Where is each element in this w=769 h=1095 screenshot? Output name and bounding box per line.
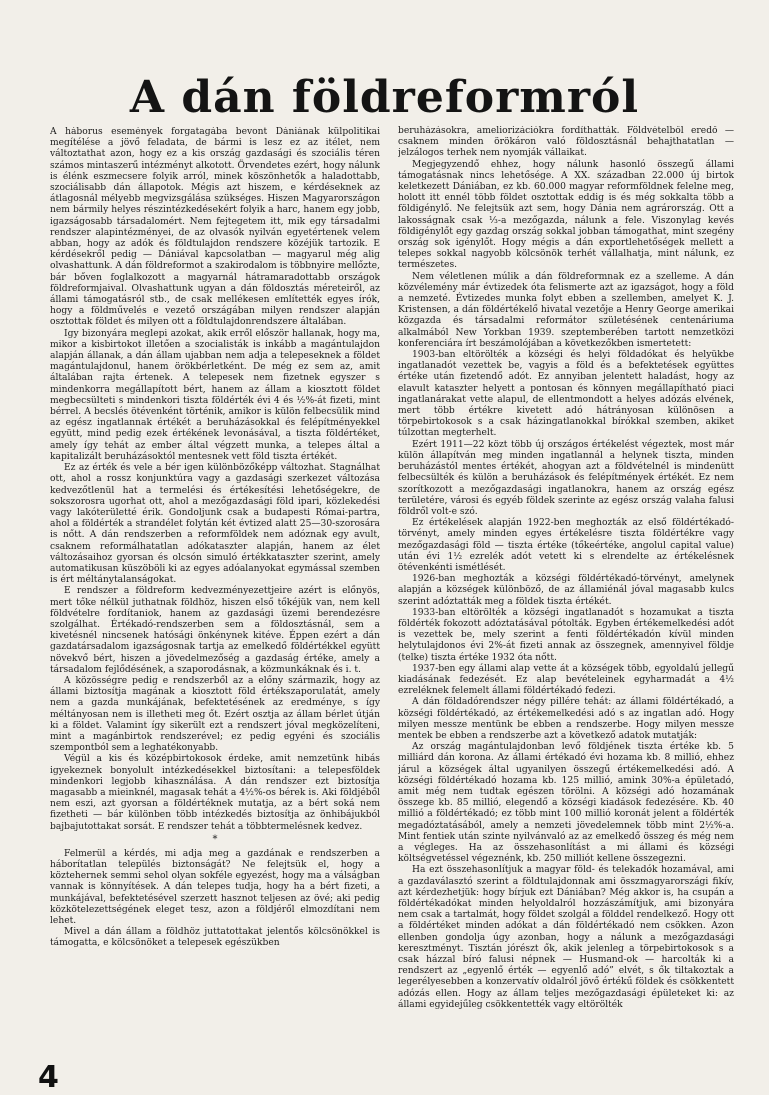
page-number: 4 <box>38 1060 59 1095</box>
paragraph: Végül a kis és középbirtokosok érdeke, amit nemzetünk hibás igyekeznek bonyolult intézkedésekkel biztosítani: a telepesföldek mindenkori legjobb kihasználása. A dán rendszer ezt biztosítja magasabb a mieinknél, magasak tehát a 4½%-os bérek is. Aki földjéből nem eszi, azt gyorsan a földértéknek mutatja, az a bért soká nem fizetheti — bár különben több intézkedés biztosítja az önhibájukból bajbajutottakat sorsát. E rendszer tehát a többtermelésnek kedvez. <box>50 754 380 832</box>
article-title: A dán földreformról <box>129 72 640 123</box>
paragraph: Megjegyzendő ehhez, hogy nálunk hasonló összegű állami támogatásnak nincs lehetősége. A XX. században 22.000 új birtok keletkezett Dániában, ez kb. 60.000 magyar reformföldnek felelne meg, holott itt ennél több földet osztottak eddig is és még sokkalta több a földigénylő. Ne felejtsük azt sem, hogy Dánia nem agrárország. Ott a lakosságnak csak ⅓-a mezőgazda, nálunk a fele. Viszonylag kevés földigénylőt egy gazdag ország sokkal jobban támogathat, mint szegény ország sok igénylőt. Hogy mégis a dán exportlehetőségek mellett a telepes sokkal nagyobb kölcsönök terhét vállalhatja, mint nálunk, ez természetes. <box>398 159 734 271</box>
paragraph: E rendszer a földreform kedvezményezettjeire azért is előnyös, mert tőke nélkül juthatnak földhöz, hiszen első tőkéjük van, nem kell földvételre fordítaniok, hanem az gazdasági üzemi berendezésre szolgálhat. Értékadó-rendszerben sem a földosztásnál, sem a kivetésnél nincsenek hatósági önkénynek kitéve. Éppen ezért a dán gazdatársadalom igazságosnak tartja az emelkedő földértékkel együtt növekvő bért, hiszen a jövedelmezőség a gazdaság értéke, amely a társadalom fejlődésének, a szaporodásnak, a közmunkáknak és i. t. <box>50 586 380 675</box>
paragraph: beruházásokra, ameliorizációkra fordíthatták. Földvételből eredő — csaknem minden örökáron való földosztásnál behajthatatlan — jelzálogos terhek nem nyomják vállaikat. <box>398 126 734 159</box>
paragraph: A közösségre pedig e rendszerből az a előny származik, hogy az állami biztosítja magának a kiosztott föld értékszaporulatát, amely nem a gazda munkájának, befektetésének az eredménye, s így méltányosan nem is illetheti meg őt. Ezért osztja az állam bérlet útján ki a földet. Valamint így sikerült ezt a rendszert jóval megközelíteni, mint a magánbirtok rendszerével; ez pedig egyéni és szociális szempontból sem a leghatékonyabb. <box>50 675 380 754</box>
paragraph: Felmerül a kérdés, mi adja meg a gazdának e rendszerben a háborítatlan település biztonságát? Ne felejtsük el, hogy a köztehernek semmi sehol olyan sokféle egyezést, hogy ma a válságban vannak is könnyítések. A dán telepes tudja, hogy ha a bért fizeti, a munkájával, befektetésével szerzett hasznot teljesen az övé; aki pedig közkötelezettségének eleget tesz, azon a földjéről elmozdítani nem lehet. <box>50 848 380 927</box>
paragraph: Ez értékelések alapján 1922-ben meghozták az első földértékadó-törvényt, amely minden egyes értékelésre tiszta földértékre vagy mezőgazdasági föld — tiszta értéke (tőkeértéke, angolul capital value) után évi 1½ ezrelék adót vetett ki s elrendelte az értékelésnek ötévenkénti ismétlését. <box>398 518 734 573</box>
right-column <box>398 126 734 1086</box>
paragraph: Igy bizonyára meglepi azokat, akik erről először hallanak, hogy ma, mikor a kisbirtokot illetően a szocialisták is inkább a magántulajdon alapján állanak, a dán állam ujabban nem adja a telepeseknek a földet magántulajdonul, hanem örökbérletként. De még ez sem az, amit általában rajta értenek. A telepesek nem fizetnek egyszer s mindenkorra megállapított bért, hanem az állam a kiosztott földet megbecsülteti s mindenkori tiszta földérték évi 4 és ½%-át fizeti, mint bérrel. A becslés ötévenként történik, amikor is külön felbecsülik mind az egész ingatlannak értékét a beruházásokkal és felépítményekkel együtt, mind pedig ezek értékének levonásával, a tiszta földértéket, amely így tehát az ember által végzett munka, a telepes által a kapitalizált beruházásoktól mentesnek vett föld tiszta értékét. <box>50 328 380 462</box>
paragraph: Nem véletlenen múlik a dán földreformnak ez a szelleme. A dán közvélemény már évtizedek óta felismerte azt az igazságot, hogy a föld a nemzeté. Évtizedes munka folyt ebben a szellemben, amelyet K. J. Kristensen, a dán földértékelő hivatal vezetője a Henry George amerikai közgazda és társadalmi reformátor születésének centenáriuma alkalmából New Yorkban 1939. szeptemberében tartott nemzetközi konferenciára írt beszámolójában a következőkben ismertetett: <box>398 271 734 349</box>
paragraph: A dán földadórendszer négy pillére tehát: az állami földértékadó, a községi földértékadó, az értékemelkedési adó s az ingatlan adó. Hogy milyen messze mentünk be ebben a rendszerbe. Hogy milyen messze mentek be ebben a rendszerbe azt a következő adatok mutatják: <box>398 697 734 741</box>
paragraph: 1903-ban eltörölték a községi és helyi földadókat és helyükbe ingatlanadót vezettek be, vagyis a föld és a befektetések együttes értéke után fizetendő adót. Ez annyiban jelentett haladást, hogy az elavult kataszter helyett a pontosan és könnyen megállapítható piaci ingatlanárakat vette alapul, de ellentmondott a helyes adózás elvének, mert több értékre kivetett adó hátrányosan különösen a törpebirtokosok s a csak házingatlanokkal bírókkal szemben, akiket túlzottan megterhelt. <box>398 350 734 439</box>
section-separator: * <box>212 833 218 845</box>
paragraph: A háborus események forgatagába bevont Dániának külpolitikai megítélése a jövő feladata, de bármi is lesz ez az itélet, nem változtathat azon, hogy ez a kis ország gazdasági és szociális téren számos mintaszerű intézményt alkotott. Örvendetes ezért, hogy nálunk is élénk eszmecsere folyik arról, minek köszönhetők a haladottabb, szociálisabb dán állapotok. Mégis azt hiszem, e kérdéseknek az átlagosnál mélyebb megvizsgálása szükséges. Hiszen Magyarországon nem bármily helyes részintézkedésekért folyik a harc, hanem egy jobb, igazságosabb társadalomért. Nem fejtegetem itt, mik egy társadalmi rendszer alapintézményei, de az olvasók nyilván egyetértenek velem abban, hogy az adók és földtulajdon rendszere közéjük tartozik. E kérdésekről pedig — Dániával kapcsolatban — magyarul még alig olvashattunk. A dán földreformot a szakirodalom is többnyire mellőzte, bár bőven foglalkozott a magyarnál hátramaradottabb országok földreformjaival. Olvashattunk ugyan a dán földosztás méreteiről, az állami támogatásról stb., de csak mellékesen említették egyes írók, hogy a földművelés e vezető országában milyen rendszer alapján osztottak földet és milyen ott a földtulajdonrendszere általában. <box>50 127 380 328</box>
paragraph: Az ország magántulajdonban levő földjének tiszta értéke kb. 5 milliárd dán korona. Az állami értékadó évi hozama kb. 8 millió, ehhez járul a községek által ugyanilyen összegű értékemelkedési adó. A községi földértékadó hozama kb. 125 millió, amink 30%-a épületadó, amit még nem tudtak egészen törölni. A községi adó hozamának összege kb. 85 millió, elegendő a községi kiadások fedezésére. Kb. 40 millió a földértékadó; ez több mint 100 millió koronát jelent a földérték megadóztatásából, amely a nemzeti jövedelemnek több mint 2½%-a. Mint fentiek után szinte nyilvánvaló az az emelkedő összeg és még nem a végleges. Ha az összehasonlítást a mi állami és községi költségvetéssel végeznénk, kb. 250 milliót kellene összegezni. <box>398 742 734 865</box>
paragraph: 1937-ben egy állami alap vette át a községek több, egyoldalú jellegű kiadásának fedezését. Ez alap bevételeinek egyharmadát a 4½ ezreléknek felemelt állami földértékadó fedezi. <box>398 663 734 697</box>
paragraph: Mivel a dán állam a földhöz juttatottakat jelentős kölcsönökkel is támogatta, e kölcsönöket a telepesek egészükben <box>50 927 380 949</box>
paragraph: Ezért 1911—22 közt több új országos értékelést végeztek, most már külön állapítván meg minden ingatlannál a helynek tiszta, minden beruházástól mentes értékét, ahogyan azt a földvételnél is mindenütt felbecsülték és külön a beruházások és felépítmények értékét. Ez nem szorítkozott a mezőgazdasági ingatlanokra, hanem az ország egész területére, városi és egyéb földek szerinte az egész ország valaha falusi földről volt-e szó. <box>398 439 734 517</box>
paragraph: 1926-ban meghozták a községi földértékadó-törvényt, amelynek alapján a községek különböző, de az államiénál jóval magasabb kulcs szerint adóztatták meg a földek tiszta értékét. <box>398 574 734 607</box>
paragraph: Ha ezt összehasonlítjuk a magyar föld- és telekadók hozamával, ami a gazdaválasztó szerint a földtulajdonnak ami összmagyarországi fikív, azt kérdezhetjük: hogy bírjuk ezt Dániában? Még akkor is, ha csupán a földértékadókat minden helyoldalról hozzászámítjuk, ami bizonyára nem csak a tartalmát, hogy földet szolgál a földdel rendelkező. Hogy ott a földértéket minden adókat a dán földértékadó nem csökken. Azon ellenben gondolja úgy azonban, hogy a nálunk a mezőgazdasági keresztményt. Tisztán jórészt ők, akik jelenleg a törpebirtokosok s a csak házzal bíró falusi népnek — Husmand-ok — harcolták ki a rendszert az „egyenlő érték — egyenlő adó” elvét, s ők tiltakoztak a legerélyesebben a konzervatív oldalról jövő értékű földek és csökkentett adózás ellen. Hogy az állam teljes mezőgazdasági épületeket ki: az állami egyidejűleg csökkentették vagy eltörölték <box>398 865 734 1010</box>
paragraph: Ez az érték és vele a bér igen különbözőképp változhat. Stagnálhat ott, ahol a rossz konjunktúra vagy a gazdasági szerkezet változása kedvezőtlenül hat a termelési és értékesítési lehetőségekre, de sokszorosra ugorhat ott, ahol a mezőgazdasági föld ipari, közlekedési vagy lakóterületté érik. Gondoljunk csak a budapesti Római-partra, ahol a földérték a strandélet folytán két évtized alatt 25—30-szorosára is nőtt. A dán rendszerben a reformföldek nem adóznak egy avult, csaknem reformálhatatlan adókataszter alapján, hanem az élet változásaihoz gyorsan és olcsón simuló értékkataszter szerint, amely automatikusan küszöböli ki az egyes adóalanyokat egymással szemben is ért méltánytalanságokat. <box>50 463 380 586</box>
paragraph: 1933-ban eltörölték a községi ingatlanadót s hozamukat a tiszta földérték fokozott adóztatásával pótolták. Egyben értékemelkedési adót is vezettek be, mely szerint a fenti földértékadón kívül minden helytulajdonos évi 2%-át fizeti annak az összegnek, amennyivel földje (telke) tiszta értéke 1932 óta nőtt. <box>398 607 734 663</box>
left-column <box>50 127 380 1057</box>
